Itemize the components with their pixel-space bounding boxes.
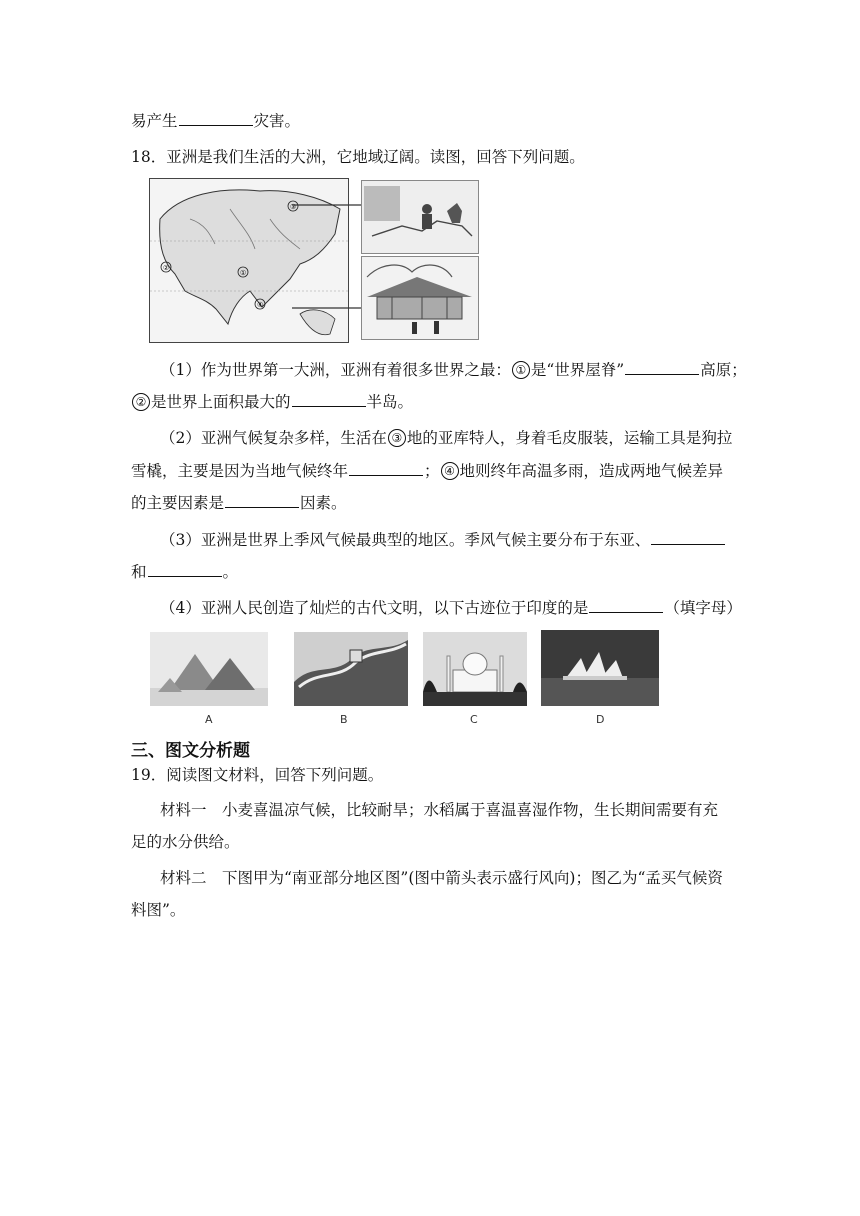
- question-18-part-3-line-2: 和 。: [131, 563, 239, 581]
- circle-number-3: ③: [388, 429, 406, 447]
- question-18-part-1-line-2: ② 是世界上面积最大的 半岛。: [131, 391, 413, 413]
- question-19-stem: 19．阅读图文材料，回答下列问题。: [131, 766, 384, 784]
- answer-blank-peninsula[interactable]: [292, 392, 366, 407]
- connector-lines: [290, 200, 370, 320]
- option-c-taj-mahal-photo: [423, 632, 527, 706]
- map-label-2: ②: [163, 264, 170, 272]
- question-18-part-2-line-3: 的主要因素是 因素。: [131, 494, 347, 512]
- map-label-3: ③: [290, 203, 297, 211]
- option-b-label: B: [340, 713, 348, 726]
- answer-blank-letter[interactable]: [589, 598, 663, 613]
- answer-blank[interactable]: [179, 111, 253, 126]
- circle-number-4: ④: [441, 462, 459, 480]
- sled-photo: [361, 180, 479, 254]
- taj-mahal-drawing: [423, 632, 527, 706]
- material-2-line-1: 材料二 下图甲为“南亚部分地区图”(图中箭头表示盛行风向)；图乙为“孟买气候资: [160, 869, 723, 887]
- question-18-stem: 18．亚洲是我们生活的大洲，它地域辽阔。读图，回答下列问题。: [131, 148, 585, 166]
- material-1-line-1: 材料一 小麦喜温凉气候，比较耐旱；水稻属于喜温喜湿作物，生长期间需要有充: [160, 801, 719, 819]
- question-18-part-4: （4）亚洲人民创造了灿烂的古代文明，以下古迹位于印度的是 （填字母）: [160, 599, 742, 617]
- option-a-pyramids-photo: [150, 632, 268, 706]
- option-d-label: D: [596, 713, 605, 726]
- material-2-line-2: 料图”。: [131, 901, 186, 919]
- question-18-part-2-line-2: 雪橇，主要是因为当地气候终年 ； ④ 地则终年高温多雨，造成两地气候差异: [131, 462, 724, 480]
- option-d-opera-house-photo: [541, 630, 659, 706]
- map-label-4: ④: [257, 301, 264, 309]
- map-label-1: ①: [240, 269, 247, 277]
- great-wall-drawing: [294, 632, 408, 706]
- opera-house-drawing: [541, 630, 659, 706]
- answer-blank-climate[interactable]: [349, 461, 423, 476]
- option-a-label: A: [205, 713, 213, 726]
- section-3-title: 三、图文分析题: [131, 741, 250, 761]
- material-1-line-2: 足的水分供给。: [131, 833, 240, 851]
- option-c-label: C: [470, 713, 478, 726]
- question-18-part-3-line-1: （3）亚洲是世界上季风气候最典型的地区。季风气候主要分布于东亚、: [160, 529, 726, 551]
- question-18-part-2-line-1: （2）亚洲气候复杂多样，生活在 ③ 地的亚库特人，身着毛皮服装，运输工具是狗拉: [160, 429, 733, 447]
- question-18-part-1-line-1: （1）作为世界第一大洲，亚洲有着很多世界之最： ① 是“世界屋脊” 高原；: [160, 361, 747, 379]
- option-b-great-wall-photo: [294, 632, 408, 706]
- answer-blank-plateau[interactable]: [625, 360, 699, 375]
- answer-blank-region-2[interactable]: [148, 562, 222, 577]
- circle-number-2: ②: [132, 393, 150, 411]
- tropical-house-drawing: [362, 257, 478, 339]
- continuation-line: 易产生 灾害。: [131, 112, 301, 130]
- answer-blank-region-1[interactable]: [651, 530, 725, 545]
- pyramids-drawing: [150, 632, 268, 706]
- circle-number-1: ①: [512, 361, 530, 379]
- tropical-house-photo: [361, 256, 479, 340]
- sled-photo-drawing: [362, 181, 478, 253]
- answer-blank-factor[interactable]: [225, 493, 299, 508]
